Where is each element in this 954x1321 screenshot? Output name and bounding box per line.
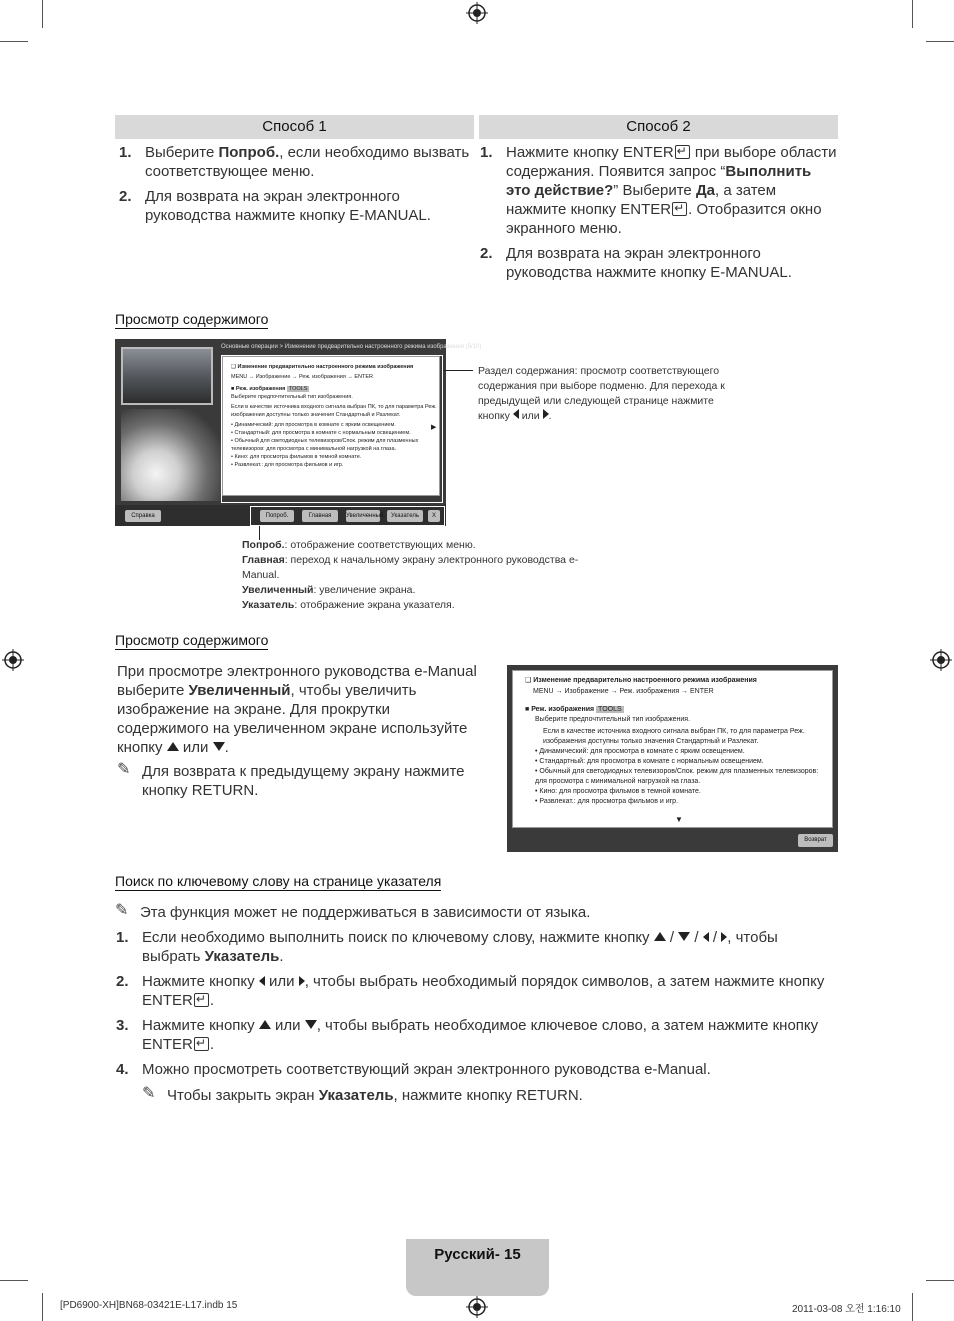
enter-icon — [675, 145, 690, 159]
section-title-zoom: Просмотр содержимого — [115, 632, 269, 648]
up-arrow-icon — [259, 1020, 271, 1029]
search-steps — [112, 928, 832, 1110]
decorative-image — [121, 409, 221, 501]
try-now-button[interactable]: Попроб. — [260, 510, 294, 522]
crop-mark — [926, 41, 954, 42]
content-area-caption: Раздел содержания: просмотр соответствующего содержания при выборе подменю. Для перехода к предыдущей или следующей странице нажмите кнопку или . — [478, 365, 725, 422]
down-arrow-icon — [678, 932, 690, 941]
method-2-step-1: 1. Нажмите кнопку ENTER↵ при выборе области содержания. Появится запрос “Выполнить это действие?” Выберите Да, а затем нажмите кнопку ENTER↵ . Отобразится окно экранного меню. — [476, 143, 838, 238]
up-arrow-icon — [167, 742, 179, 751]
callout-buttons-outline — [250, 506, 445, 526]
crop-mark — [926, 1280, 954, 1281]
search-step-3: 3. Нажмите кнопку или , чтобы выбрать необходимое ключевое слово, а затем нажмите кнопку ENTER↵ . — [112, 1016, 832, 1054]
up-arrow-icon — [654, 932, 666, 941]
next-page-arrow-icon[interactable]: ▶ — [431, 424, 437, 431]
down-arrow-icon — [305, 1020, 317, 1029]
enter-icon — [194, 1037, 209, 1051]
registration-mark-icon — [2, 649, 24, 671]
help-button[interactable]: Справка — [125, 510, 161, 522]
callout-line — [443, 370, 473, 371]
index-button[interactable]: Указатель — [387, 510, 423, 522]
method-2-steps — [476, 143, 838, 287]
page-number: Русский- 15 — [434, 1246, 521, 1263]
method-1-step-1: 1. Выберите Попроб., если необходимо вызвать соответствующее меню. — [119, 144, 470, 180]
section-title-view-contents: Просмотр содержимого — [115, 311, 269, 327]
down-arrow-icon — [213, 742, 225, 751]
zoom-button[interactable]: Увеличенный — [346, 510, 380, 522]
checkbox-icon: ❑ — [231, 364, 238, 370]
checkbox-icon: ❑ — [525, 677, 534, 684]
method-2-step-2: 2. Для возврата на экран электронного руководства нажмите кнопку E-MANUAL. — [480, 245, 792, 281]
method-1-header: Способ 1 — [115, 115, 474, 139]
note-icon: ✎ — [117, 761, 131, 778]
zoom-paragraph: При просмотре электронного руководства e-Manual выберите Увеличенный, чтобы увеличить изображение на экране. Для прокрутки содержимого на увеличенном экране используйте кнопку или . — [117, 663, 477, 756]
breadcrumb: Основные операции > Изменение предварительно настроенного режима изображения (5/10) — [221, 344, 482, 350]
method-1-step-2: 2. Для возврата на экран электронного руководства нажмите кнопку E-MANUAL. — [119, 188, 431, 224]
crop-mark — [0, 1280, 28, 1281]
method-2-header: Способ 2 — [479, 115, 838, 139]
thumbnail-image — [121, 347, 213, 405]
method-1-steps — [115, 143, 470, 230]
note-icon: ✎ — [115, 902, 129, 919]
crop-mark — [0, 41, 28, 42]
zoomed-content-panel[interactable]: ❑ Изменение предварительно настроенного режима изображения MENU → Изображение → Реж. изображения → ENTER ■ Реж. изображения TOOLS Выберите предпочтительный тип изображения. Если в качестве источника входного сигнала выбран ПК, то для параметра Реж. изображения доступны только значения Стандартный и Разлекат. • Динамический: для просмотра в комнате с ярким освещением. • Стандартный: для просмотра в комнате с нормальным освещением. • Обычный для светодиодных телевизоров/Спок. режим для плазменных телевизоров: для просмотра с минимальной нагрузкой на глаза. • Кино: для просмотра фильмов в темной комнате. • Развлекат.: для просмотра фильмов и игр. ▼ — [512, 670, 833, 828]
registration-mark-icon — [466, 2, 488, 24]
search-step-4: 4. Можно просмотреть соответствующий экран электронного руководства e-Manual. ✎ Чтобы закрыть экран Указатель, нажмите кнопку RETURN. — [112, 1060, 832, 1105]
zoomed-screenshot — [507, 665, 838, 852]
back-button[interactable]: Возврат — [798, 834, 833, 847]
content-panel[interactable]: ❑ Изменение предварительно настроенного режима изображения MENU → Изображение → Реж. изображения → ENTER ■ Реж. изображения TOOLS Выберите предпочтительный тип изображения. Если в качестве источника входного сигнала выбран ПК, то для параметра Реж. изображения доступны только значения Стандартный и Разлекат. • Динамический: для просмотра в комнате с ярким освещением. • Стандартный: для просмотра в комнате с нормальным освещением. • Обычный для светодиодных телевизоров/Спок. режим для плазменных телевизоров: для просмотра с минимальной нагрузкой на глаза. • Кино: для просмотра фильмов в темной комнате. • Развлекат.: для просмотра фильмов и игр. — [222, 356, 440, 496]
section-title-search: Поиск по ключевому слову на странице указателя — [115, 873, 442, 889]
print-date: 2011-03-08 오전 1:16:10 — [792, 1304, 901, 1315]
callout-content-outline — [221, 355, 443, 503]
search-note: ✎ Эта функция может не поддерживаться в зависимости от языка. — [115, 902, 591, 921]
scroll-down-arrow-icon[interactable]: ▼ — [675, 815, 683, 824]
crop-mark — [912, 1293, 913, 1321]
print-file-info: [PD6900-XH]BN68-03421E-L17.indb 15 — [60, 1300, 238, 1311]
note-icon: ✎ — [142, 1085, 156, 1102]
enter-icon — [194, 993, 209, 1007]
close-button[interactable]: X — [428, 510, 440, 522]
crop-mark — [912, 0, 913, 28]
crop-mark — [42, 0, 43, 28]
search-step-4-note: ✎ Чтобы закрыть экран Указатель, нажмите кнопку RETURN. — [142, 1085, 583, 1104]
zoom-note: ✎ Для возврата к предыдущему экрану нажмите кнопку RETURN. — [117, 761, 465, 799]
enter-icon — [672, 202, 687, 216]
home-button[interactable]: Главная — [302, 510, 338, 522]
registration-mark-icon — [930, 649, 952, 671]
search-step-1: 1. Если необходимо выполнить поиск по ключевому слову, нажмите кнопку / / / , чтобы выбрать Указатель. — [116, 929, 778, 965]
search-step-2: 2. Нажмите кнопку или , чтобы выбрать необходимый порядок символов, а затем нажмите кнопку ENTER↵ . — [112, 972, 832, 1010]
page-number-tab — [406, 1239, 549, 1296]
crop-mark — [42, 1293, 43, 1321]
buttons-legend: Попроб.: отображение соответствующих меню. Главная: переход к начальному экрану электронного руководства e-Manual. Увеличенный: увеличение экрана. Указатель: отображение экрана указателя. — [242, 539, 579, 611]
registration-mark-icon — [466, 1296, 488, 1318]
